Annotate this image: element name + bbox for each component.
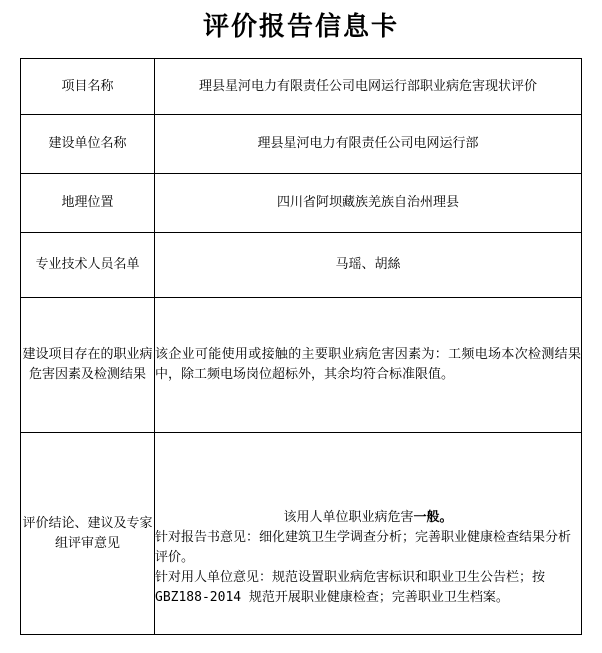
project-name-value: 理县星河电力有限责任公司电网运行部职业病危害现状评价 <box>155 59 582 115</box>
row-construction-unit <box>21 115 582 174</box>
construction-unit-value: 理县星河电力有限责任公司电网运行部 <box>155 115 582 174</box>
hazard-factors-label: 建设项目存在的职业病危害因素及检测结果 <box>21 298 155 433</box>
employer-opinion-text: 针对用人单位意见：规范设置职业病危害标识和职业卫生公告栏；按 GBZ188-2014 规范开展职业健康检查；完善职业卫生档案。 <box>155 569 546 605</box>
location-label: 地理位置 <box>21 174 155 233</box>
technicians-value: 马瑶、胡絲 <box>155 233 582 298</box>
conclusion-summary <box>155 508 581 528</box>
report-info-card-table <box>20 58 582 635</box>
conclusion-summary-emphasis: 一般。 <box>413 509 453 525</box>
conclusion-summary-prefix: 该用人单位职业病危害 <box>283 509 414 525</box>
hazard-factors-cell <box>155 298 582 433</box>
project-name-label: 项目名称 <box>21 59 155 115</box>
construction-unit-label: 建设单位名称 <box>21 115 155 174</box>
row-technicians <box>21 233 582 298</box>
page-title: 评价报告信息卡 <box>202 12 399 42</box>
location-value: 四川省阿坝藏族羌族自治州理县 <box>155 174 582 233</box>
row-conclusion <box>21 433 582 635</box>
hazard-factors-value: 该企业可能使用或接触的主要职业病危害因素为：工频电场本次检测结果中，除工频电场岗位超标外，其余均符合标准限值。 <box>155 347 581 382</box>
row-hazard-factors <box>21 298 582 433</box>
conclusion-cell <box>155 433 582 635</box>
row-location <box>21 174 582 233</box>
technicians-label: 专业技术人员名单 <box>21 233 155 298</box>
row-project-name <box>21 59 582 115</box>
conclusion-label: 评价结论、建议及专家组评审意见 <box>21 433 155 635</box>
report-opinion-text: 针对报告书意见：细化建筑卫生学调查分析；完善职业健康检查结果分析评价。 <box>155 529 572 565</box>
